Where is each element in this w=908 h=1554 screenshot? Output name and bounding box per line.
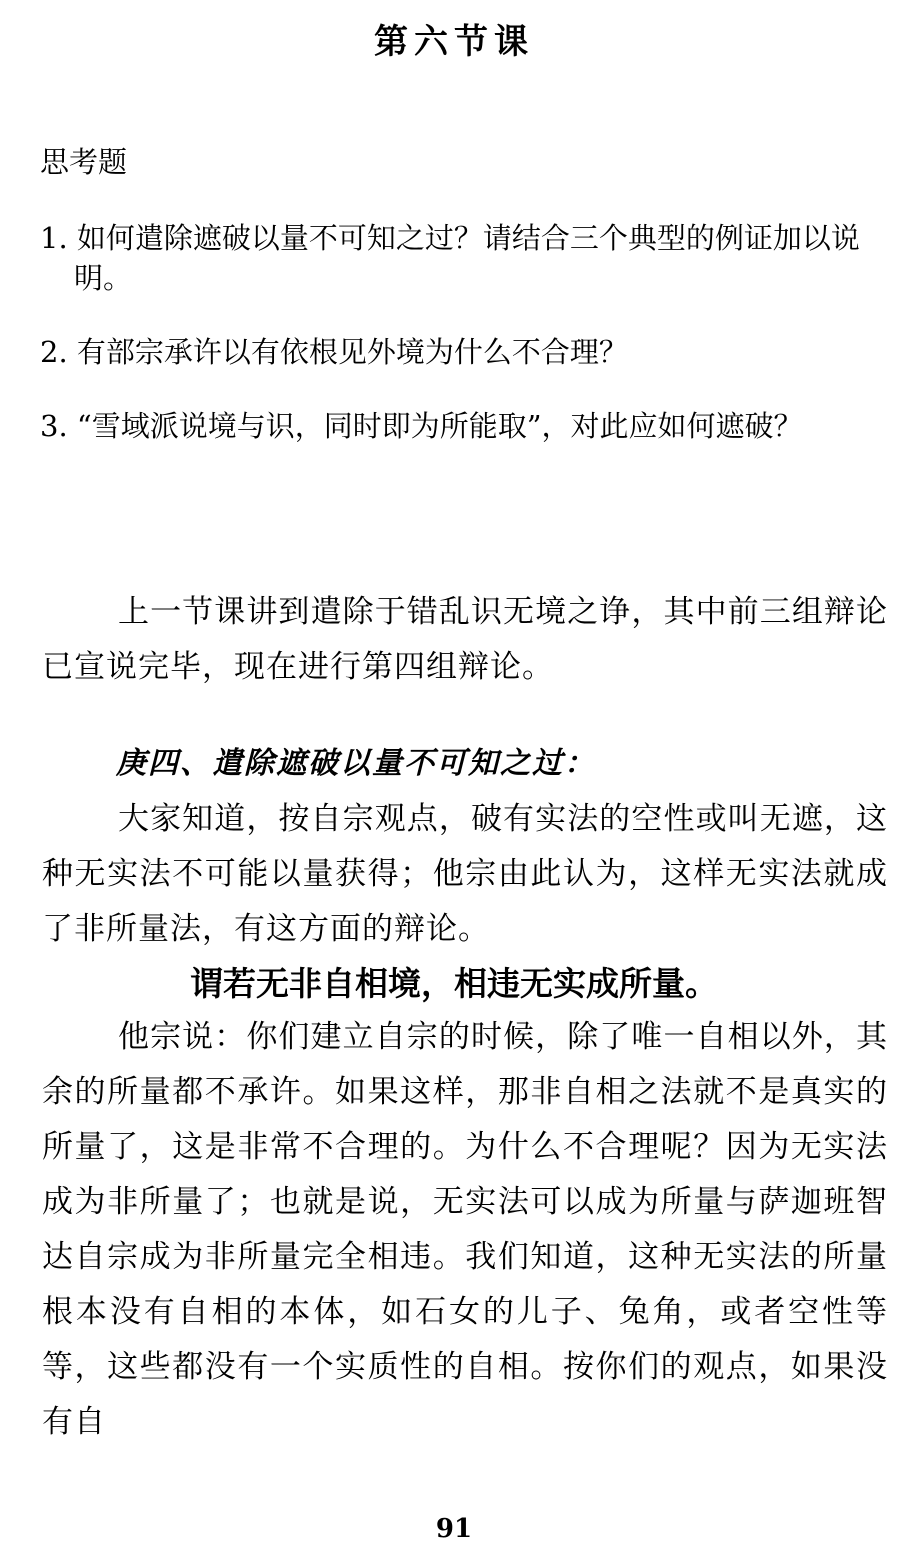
question-item: 3. “雪域派说境与识，同时即为所能取”，对此应如何遮破？ bbox=[40, 409, 803, 443]
intro-paragraph: 上一节课讲到遣除于错乱识无境之诤，其中前三组辩论已宣说完毕，现在进行第四组辩论。 bbox=[42, 594, 888, 685]
page-number: 91 bbox=[435, 1514, 473, 1544]
verse-line: 谓若无非自相境，相违无实成所量。 bbox=[190, 964, 718, 1003]
commentary-paragraph: 他宗说：你们建立自宗的时候，除了唯一自相以外，其余的所量都不承许。如果这样，那非自相之法就不是真实的所量了，这是非常不合理的。为什么不合理呢？因为无实法成为非所量了；也就是说，无实法可以成为所量与萨迦班智达自宗成为非所量完全相违。我们知道，这种无实法的所量根本没有自相的本体，如石女的儿子、兔角，或者空性等等，这些都没有一个实质性的自相。按你们的观点，如果没有自 bbox=[42, 1019, 888, 1440]
section-heading: 庚四、遣除遮破以量不可知之过： bbox=[116, 746, 596, 781]
question-item: 2. 有部宗承许以有依根见外境为什么不合理？ bbox=[40, 335, 628, 369]
questions-heading: 思考题 bbox=[40, 145, 128, 179]
question-item: 1. 如何遣除遮破以量不可知之过？请结合三个典型的例证加以说明。 bbox=[40, 221, 860, 295]
explanation-paragraph: 大家知道，按自宗观点，破有实法的空性或叫无遮，这种无实法不可能以量获得；他宗由此认为，这样无实法就成了非所量法，有这方面的辩论。 bbox=[42, 801, 888, 947]
lesson-title: 第六节课 bbox=[374, 22, 534, 62]
